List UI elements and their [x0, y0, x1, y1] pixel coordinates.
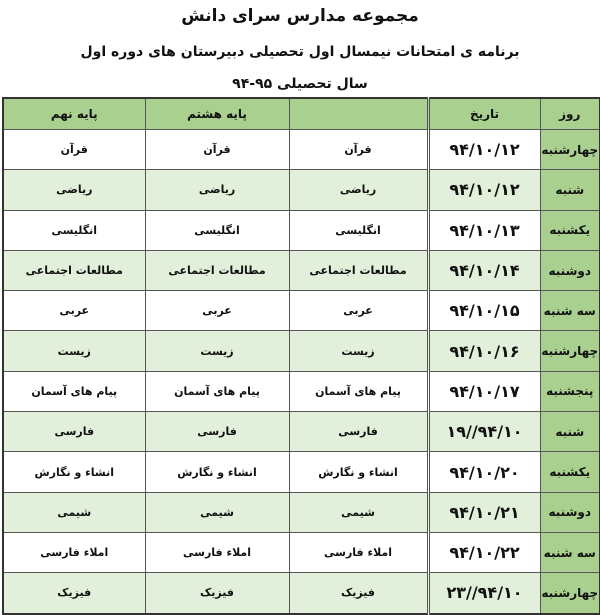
header-grade-9: پایه نهم [3, 98, 145, 130]
subject-cell: عربی [289, 291, 428, 331]
academic-year: سال تحصیلی ۹۵-۹۴ [232, 76, 368, 92]
subject-cell: انشاء و نگارش [145, 452, 289, 492]
date-cell: ۹۴/۱۰/۱۵ [428, 291, 540, 331]
table-row [3, 130, 600, 170]
subject-cell: انگلیسی [145, 210, 289, 250]
subject-cell: فارسی [3, 412, 145, 452]
subject-cell: انگلیسی [3, 210, 145, 250]
day-cell: پنجشنبه [540, 371, 600, 411]
subject-cell: زیست [145, 331, 289, 371]
date-cell: ۹۴/۱۰/۱۴ [428, 250, 540, 290]
subject-cell: فارسی [289, 412, 428, 452]
subject-cell: فیزیک [289, 573, 428, 614]
subject-cell: شیمی [289, 492, 428, 532]
page-title: مجموعه مدارس سرای دانش [181, 6, 419, 26]
day-cell: چهارشنبه [540, 573, 600, 614]
table-row [3, 532, 600, 572]
subject-cell: شیمی [3, 492, 145, 532]
header-day: روز [540, 98, 600, 130]
table-row [3, 210, 600, 250]
date-cell: ۹۴/۱۰/۱۳ [428, 210, 540, 250]
subject-cell: فیزیک [3, 573, 145, 614]
subject-cell: زیست [3, 331, 145, 371]
day-cell: دوشنبه [540, 492, 600, 532]
table-row [3, 412, 600, 452]
subject-cell: انگلیسی [289, 210, 428, 250]
subject-cell: ریاضی [289, 170, 428, 210]
table-row [3, 170, 600, 210]
date-cell: ۹۴/۱۰/۱۲ [428, 130, 540, 170]
subject-cell: املاء فارسی [3, 532, 145, 572]
day-cell: شنبه [540, 412, 600, 452]
table-row [3, 452, 600, 492]
subject-cell: قرآن [289, 130, 428, 170]
table-row [3, 331, 600, 371]
subject-cell: پیام های آسمان [145, 371, 289, 411]
subject-cell: عربی [3, 291, 145, 331]
date-cell: ۹۴/۱۰/۱۲ [428, 170, 540, 210]
subject-cell: فیزیک [145, 573, 289, 614]
subject-cell: مطالعات اجتماعی [289, 250, 428, 290]
date-cell: ۹۴/۱۰//۲۳ [428, 573, 540, 614]
subject-cell: پیام های آسمان [3, 371, 145, 411]
table-row [3, 250, 600, 290]
table-row [3, 492, 600, 532]
header-grade-8: پایه هشتم [145, 98, 289, 130]
table-row [3, 573, 600, 614]
subject-cell: زیست [289, 331, 428, 371]
date-cell: ۹۴/۱۰/۲۲ [428, 532, 540, 572]
day-cell: چهارشنبه [540, 331, 600, 371]
header-row [3, 98, 600, 130]
subject-cell: ریاضی [145, 170, 289, 210]
subject-cell: ریاضی [3, 170, 145, 210]
day-cell: سه شنبه [540, 532, 600, 572]
subject-cell: انشاء و نگارش [3, 452, 145, 492]
header-date: تاریخ [428, 98, 540, 130]
subject-cell: فارسی [145, 412, 289, 452]
table-row [3, 371, 600, 411]
subject-cell: قرآن [145, 130, 289, 170]
date-cell: ۹۴/۱۰/۲۱ [428, 492, 540, 532]
subject-cell: قرآن [3, 130, 145, 170]
day-cell: سه شنبه [540, 291, 600, 331]
date-cell: ۹۴/۱۰/۱۷ [428, 371, 540, 411]
subject-cell: مطالعات اجتماعی [3, 250, 145, 290]
day-cell: یکشنبه [540, 452, 600, 492]
day-cell: یکشنبه [540, 210, 600, 250]
day-cell: دوشنبه [540, 250, 600, 290]
table-row [3, 291, 600, 331]
exam-schedule-table [2, 97, 600, 615]
subject-cell: املاء فارسی [145, 532, 289, 572]
day-cell: چهارشنبه [540, 130, 600, 170]
header-grade-7 [289, 98, 428, 130]
date-cell: ۹۴/۱۰/۲۰ [428, 452, 540, 492]
subject-cell: شیمی [145, 492, 289, 532]
subject-cell: پیام های آسمان [289, 371, 428, 411]
subject-cell: انشاء و نگارش [289, 452, 428, 492]
page-subtitle: برنامه ی امتحانات نیمسال اول تحصیلی دبیرستان های دوره اول [80, 44, 520, 60]
subject-cell: مطالعات اجتماعی [145, 250, 289, 290]
date-cell: ۹۴/۱۰//۱۹ [428, 412, 540, 452]
day-cell: شنبه [540, 170, 600, 210]
subject-cell: عربی [145, 291, 289, 331]
date-cell: ۹۴/۱۰/۱۶ [428, 331, 540, 371]
subject-cell: املاء فارسی [289, 532, 428, 572]
